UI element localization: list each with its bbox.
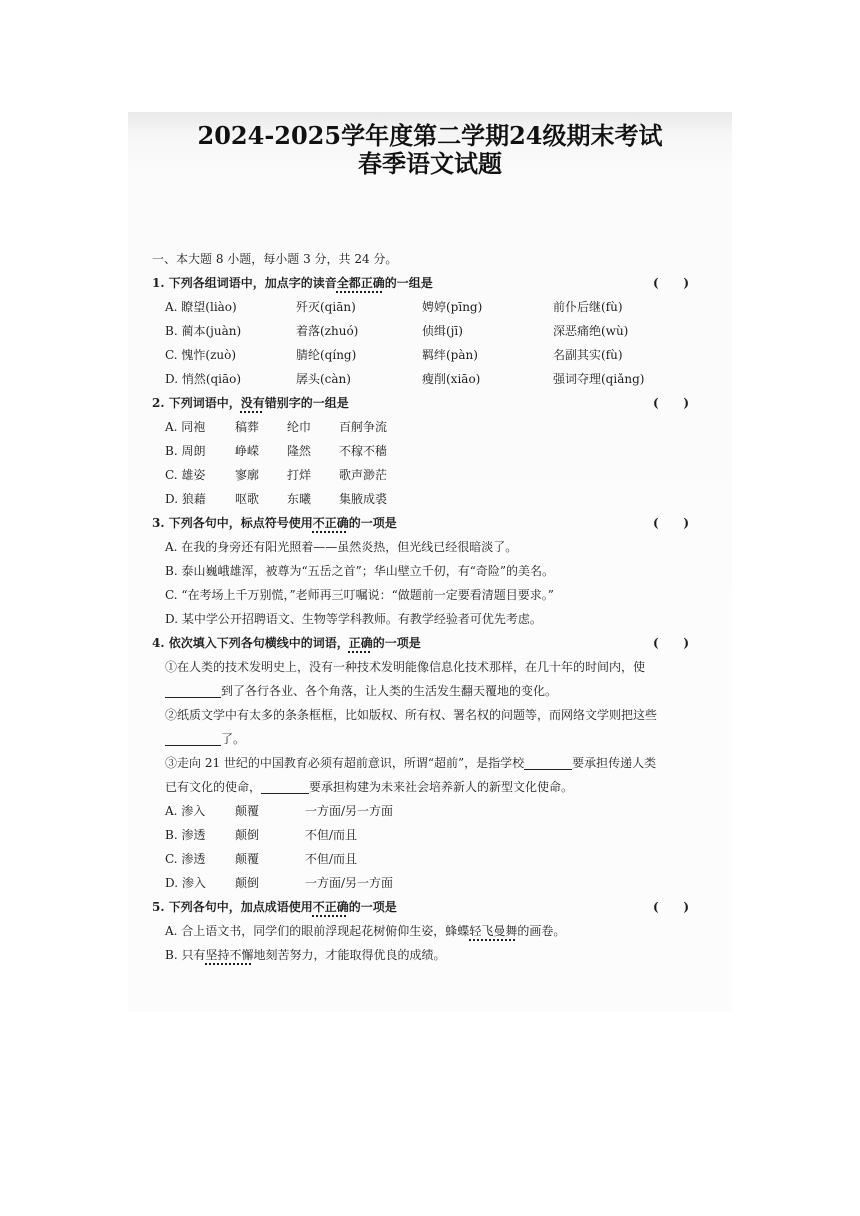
q3-option-c: C. “在考场上千万别慌，”老师再三叮嘱说：“做题前一定要看清题目要求。” (165, 588, 554, 602)
question-3-stem: 3. 下列各句中，标点符号使用不正确的一项是 ( ) (152, 511, 707, 535)
answer-bracket: ( ) (653, 276, 689, 290)
section-heading: 一、本大题 8 小题，每小题 3 分，共 24 分。 (152, 252, 398, 266)
q1-option-a: A. 瞭望(liào) 歼灭(qiān) 娉婷(pīng) 前仆后继(fù) (165, 300, 623, 314)
exam-content (152, 247, 707, 967)
exam-title: 2024-2025学年度第二学期24级期末考试 (197, 121, 663, 150)
q2-option-d: D. 狼藉 呕歌 东曦 集腋成裘 (165, 492, 388, 506)
fill-blank (165, 683, 221, 698)
q4-sentence-2-cont: 了。 (152, 727, 707, 751)
q3-option-a: A. 在我的身旁还有阳光照着——虽然炎热，但光线已经很暗淡了。 (165, 540, 518, 554)
q4-option-a: A. 渗入 颠覆 一方面/另一方面 (165, 804, 394, 818)
question-4-stem: 4. 依次填入下列各句横线中的词语，正确的一项是 ( ) (152, 631, 707, 655)
emphasis-dotted: 坚持不懈 (205, 948, 254, 962)
q1-option-b: B. 蔺本(juàn) 着落(zhuó) 侦缉(jī) 深恶痛绝(wù) (165, 324, 629, 338)
emphasis-dotted: 不正确 (312, 900, 349, 914)
answer-bracket: ( ) (653, 636, 689, 650)
fill-blank (261, 779, 309, 794)
q4-sentence-3: ③走向 21 世纪的中国教育必须有超前意识，所谓“超前”，是指学校 要承担传递人类 (165, 756, 657, 770)
question-1-stem: 1. 下列各组词语中，加点字的读音全都正确的一组是 ( ) (152, 271, 707, 295)
q2-option-c: C. 雄姿 寥廓 打烊 歌声渺茫 (165, 468, 388, 482)
exam-subtitle: 春季语文试题 (358, 149, 502, 178)
q1-option-c: C. 愧怍(zuò) 腈纶(qíng) 羁绊(pàn) 名副其实(fù) (165, 348, 623, 362)
emphasis-dotted: 不正确 (312, 516, 349, 530)
q4-sentence-3-cont: 已有文化的使命， 要承担构建为未来社会培养新人的新型文化使命。 (165, 780, 574, 794)
fill-blank (524, 755, 572, 770)
q3-option-b: B. 泰山巍峨雄浑，被尊为“五岳之首”；华山壁立千仞，有“奇险”的美名。 (165, 564, 554, 578)
answer-bracket: ( ) (653, 900, 689, 914)
answer-bracket: ( ) (653, 516, 689, 530)
emphasis-dotted: 正确 (348, 636, 373, 650)
emphasis-dotted: 没有 (240, 396, 265, 410)
q4-sentence-2: ②纸质文学中有太多的条条框框，比如版权、所有权、署名权的问题等，而网络文学则把这些 (165, 708, 658, 722)
q1-option-d: D. 悄然(qiāo) 孱头(càn) 瘦削(xiāo) 强词夺理(qiǎng) (165, 372, 645, 386)
q4-option-d: D. 渗入 颠倒 一方面/另一方面 (165, 876, 394, 890)
q4-sentence-1-cont: 到了各行各业、各个角落，让人类的生活发生翻天覆地的变化。 (152, 679, 707, 703)
q3-option-d: D. 某中学公开招聘语文、生物等学科教师。有教学经验者可优先考虑。 (165, 612, 542, 626)
fill-blank (165, 731, 221, 746)
q5-option-b: B. 只有坚持不懈地刻苦努力，才能取得优良的成绩。 (165, 948, 446, 962)
q4-option-b: B. 渗透 颠倒 不但/而且 (165, 828, 358, 842)
emphasis-dotted: 轻飞曼舞 (469, 924, 518, 938)
question-2-stem: 2. 下列词语中，没有错别字的一组是 ( ) (152, 391, 707, 415)
answer-bracket: ( ) (653, 396, 689, 410)
q2-option-b: B. 周朗 峥嵘 隆然 不稼不穑 (165, 444, 388, 458)
emphasis-dotted: 全都正确 (336, 276, 385, 290)
q2-option-a: A. 同袍 稿葬 纶巾 百舸争流 (165, 420, 388, 434)
q4-option-c: C. 渗透 颠覆 不但/而且 (165, 852, 358, 866)
q5-option-a: A. 合上语文书，同学们的眼前浮现起花树俯仰生姿，蜂蝶轻飞曼舞的画卷。 (165, 924, 566, 938)
question-5-stem: 5. 下列各句中，加点成语使用不正确的一项是 ( ) (152, 895, 707, 919)
q4-sentence-1: ①在人类的技术发明史上，没有一种技术发明能像信息化技术那样，在几十年的时间内，使 (165, 660, 646, 674)
